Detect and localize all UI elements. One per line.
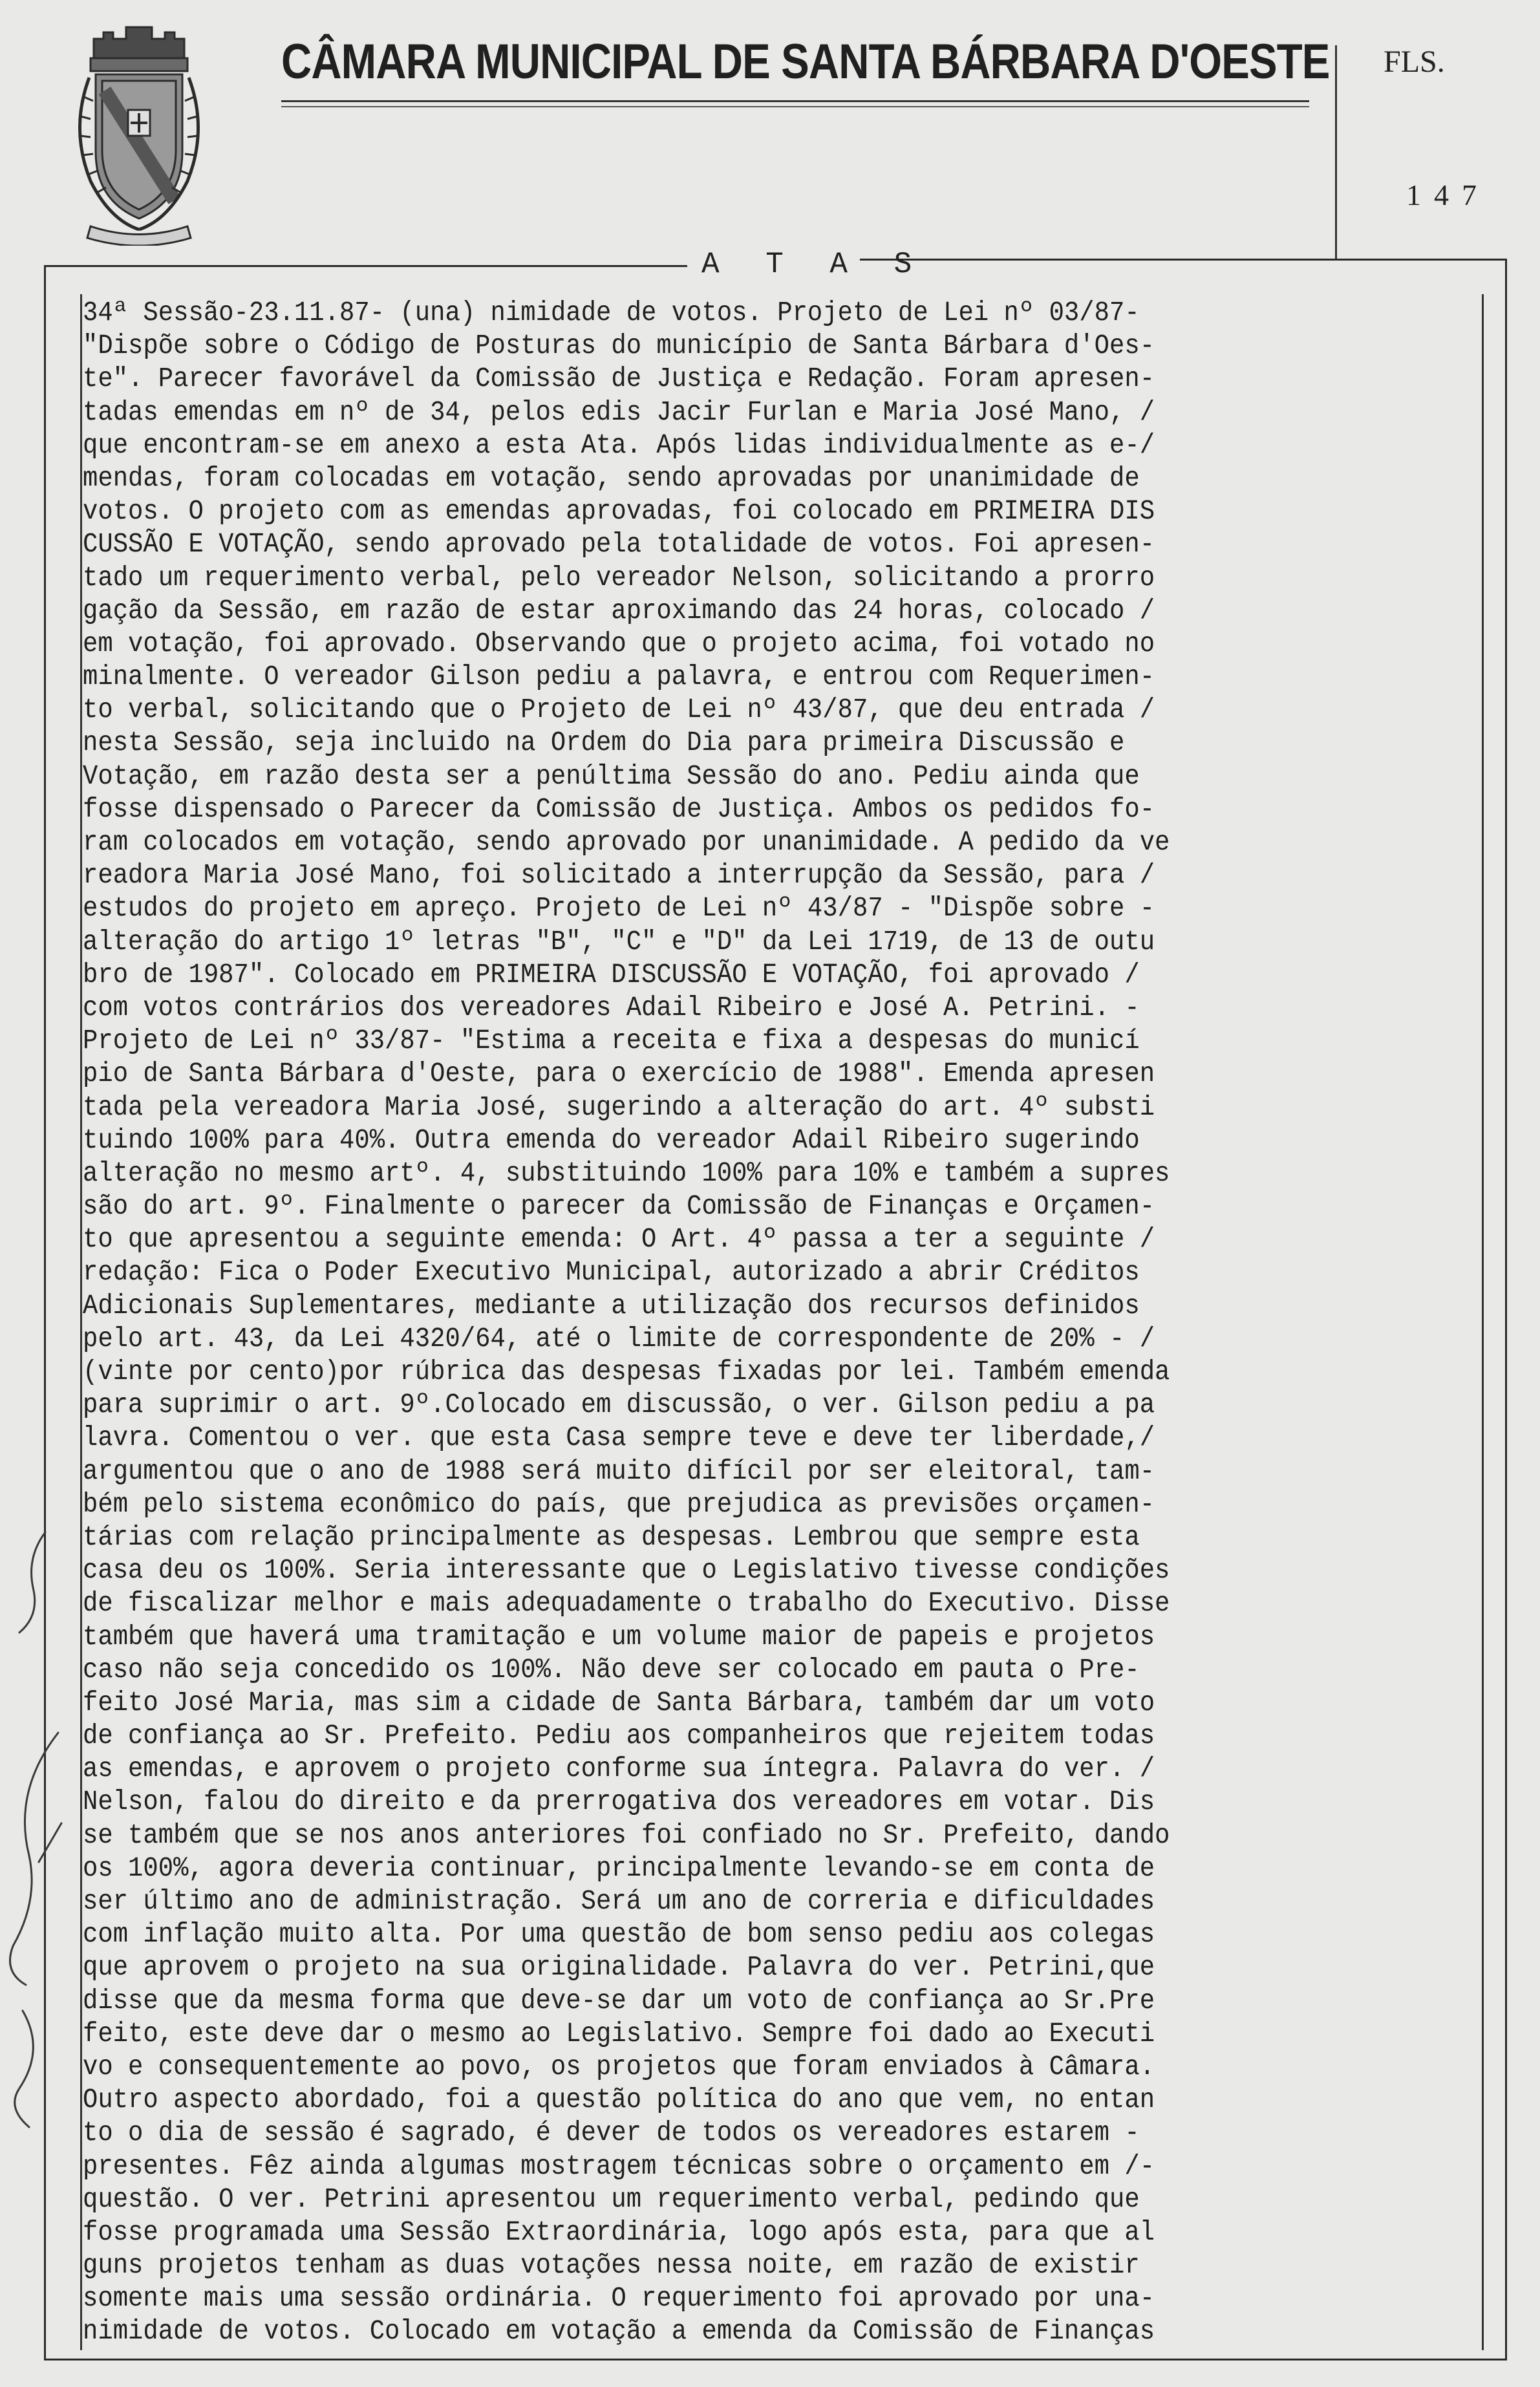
municipal-coat-of-arms [65,13,213,246]
minutes-line: os 100%, agora deveria continuar, principalmente levando-se em conta de [83,1852,1155,1884]
minutes-line: nesta Sessão, seja incluido na Ordem do Dia para primeira Discussão e [83,727,1125,759]
minutes-line: Adicionais Suplementares, mediante a utilização dos recursos definidos [83,1289,1140,1322]
margin-signature [0,1519,71,2166]
title-underline [281,100,1309,102]
folio-label: FLS. [1384,45,1445,79]
minutes-line: alteração do artigo 1º letras "B", "C" e "D" da Lei 1719, de 13 de outu [83,925,1155,958]
minutes-line: disse que da mesma forma que deve-se dar um voto de confiança ao Sr.Pre [83,1984,1155,2017]
minutes-line: lavra. Comentou o ver. que esta Casa sempre teve e deve ter liberdade,/ [83,1422,1155,1454]
minutes-line: ser último ano de administração. Será um ano de correria e dificuldades [83,1885,1155,1917]
minutes-line: são do art. 9º. Finalmente o parecer da Comissão de Finanças e Orçamen- [83,1190,1155,1223]
minutes-line: to o dia de sessão é sagrado, é dever de todos os vereadores estarem - [83,2117,1140,2149]
minutes-line: bro de 1987". Colocado em PRIMEIRA DISCUSSÃO E VOTAÇÃO, foi aprovado / [83,958,1140,990]
title-underline-secondary [281,106,1309,107]
minutes-line: 34ª Sessão-23.11.87- (una) nimidade de votos. Projeto de Lei nº 03/87- [83,297,1140,328]
minutes-line: de confiança ao Sr. Prefeito. Pediu aos companheiros que rejeitem todas [83,1720,1155,1752]
minutes-line: Outro aspecto abordado, foi a questão política do ano que vem, no entan [83,2084,1155,2116]
minutes-line: readora Maria José Mano, foi solicitado a interrupção da Sessão, para / [83,859,1155,892]
minutes-line: ram colocados em votação, sendo aprovado por unanimidade. A pedido da ve [83,826,1170,858]
minutes-line: estudos do projeto em apreço. Projeto de Lei nº 43/87 - "Dispõe sobre - [83,892,1155,925]
minutes-line: tada pela vereadora Maria José, sugerindo a alteração do art. 4º substi [83,1091,1155,1123]
chamber-title: CÂMARA MUNICIPAL DE SANTA BÁRBARA D'OESTE [281,34,1330,89]
minutes-line: gação da Sessão, em razão de estar aproximando das 24 horas, colocado / [83,594,1155,626]
minutes-line: CUSSÃO E VOTAÇÃO, sendo aprovado pela totalidade de votos. Foi apresen- [83,528,1155,561]
frame-bottom-rule [44,2359,1507,2360]
minutes-line: guns projetos tenham as duas votações nessa noite, em razão de existir [83,2249,1140,2282]
folio-number: 147 [1406,178,1490,211]
minutes-line: também que haverá uma tramitação e um volume maior de papeis e projetos [83,1620,1155,1653]
minutes-line: Projeto de Lei nº 33/87- "Estima a receita e fixa a despesas do municí [83,1025,1140,1057]
minutes-line: tuindo 100% para 40%. Outra emenda do vereador Adail Ribeiro sugerindo [83,1124,1140,1156]
minutes-line: redação: Fica o Poder Executivo Municipal, autorizado a abrir Créditos [83,1256,1140,1289]
minutes-line: nimidade de votos. Colocado em votação a emenda da Comissão de Finanças [83,2315,1155,2348]
minutes-line: de fiscalizar melhor e mais adequadamente o trabalho do Executivo. Disse [83,1587,1170,1620]
minutes-line: feito, este deve dar o mesmo ao Legislativo. Sempre foi dado ao Executi [83,2017,1155,2050]
minutes-line: se também que se nos anos anteriores foi confiado no Sr. Prefeito, dando [83,1819,1170,1851]
minutes-line: (vinte por cento)por rúbrica das despesas fixadas por lei. Também emenda [83,1356,1170,1387]
minutes-line: to que apresentou a seguinte emenda: O Art. 4º passa a ter a seguinte / [83,1223,1155,1256]
section-label: A T A S [701,248,926,281]
minutes-line: feito José Maria, mas sim a cidade de Santa Bárbara, também dar um voto [83,1686,1155,1718]
minutes-line: as emendas, e aprovem o projeto conforme sua íntegra. Palavra do ver. / [83,1753,1155,1785]
minutes-line: te". Parecer favorável da Comissão de Justiça e Redação. Foram apresen- [83,363,1155,395]
minutes-text [83,296,1486,2348]
minutes-line: para suprimir o art. 9º.Colocado em discussão, o ver. Gilson pediu a pa [83,1389,1155,1421]
minutes-line: somente mais uma sessão ordinária. O requerimento foi aprovado por una- [83,2282,1155,2315]
minutes-line: em votação, foi aprovado. Observando que o projeto acima, foi votado no [83,627,1155,659]
minutes-line: bém pelo sistema econômico do país, que prejudica as previsões orçamen- [83,1488,1155,1520]
minutes-line: pio de Santa Bárbara d'Oeste, para o exercício de 1988". Emenda apresen [83,1058,1155,1090]
minutes-line: minalmente. O vereador Gilson pediu a palavra, e entrou com Requerimen- [83,661,1155,693]
frame-right-rule [1505,259,1507,2360]
minutes-line: caso não seja concedido os 100%. Não deve ser colocado em pauta o Pre- [83,1653,1140,1686]
minutes-line: que encontram-se em anexo a esta Ata. Após lidas individualmente as e-/ [83,429,1155,461]
minutes-line: mendas, foram colocadas em votação, sendo aprovadas por unanimidade de [83,462,1140,494]
minutes-line: to verbal, solicitando que o Projeto de Lei nº 43/87, que deu entrada / [83,694,1155,726]
header-divider [1335,45,1337,259]
minutes-line: tado um requerimento verbal, pelo vereador Nelson, solicitando a prorro [83,561,1155,594]
minutes-line: Nelson, falou do direito e da prerrogativa dos vereadores em votar. Dis [83,1786,1155,1818]
minutes-line: pelo art. 43, da Lei 4320/64, até o limite de correspondente de 20% - / [83,1322,1155,1354]
minutes-line: Votação, em razão desta ser a penúltima Sessão do ano. Pediu ainda que [83,760,1140,792]
minutes-line: alteração no mesmo artº. 4, substituindo 100% para 10% e também a supres [83,1157,1170,1189]
text-margin-left-rule [80,294,82,2350]
minutes-line: "Dispõe sobre o Código de Posturas do município de Santa Bárbara d'Oes- [83,330,1155,362]
minutes-line: com inflação muito alta. Por uma questão de bom senso pediu aos colegas [83,1918,1155,1951]
minutes-line: fosse programada uma Sessão Extraordinária, logo após esta, para que al [83,2216,1155,2248]
minutes-line: presentes. Fêz ainda algumas mostragem técnicas sobre o orçamento em /- [83,2150,1155,2182]
minutes-line: com votos contrários dos vereadores Adail Ribeiro e José A. Petrini. - [83,991,1140,1023]
minutes-line: argumentou que o ano de 1988 será muito difícil por ser eleitoral, tam- [83,1455,1155,1487]
minutes-line: tárias com relação principalmente as despesas. Lembrou que sempre esta [83,1521,1140,1553]
minutes-line: que aprovem o projeto na sua originalidade. Palavra do ver. Petrini,que [83,1951,1155,1984]
minutes-line: votos. O projeto com as emendas aprovadas, foi colocado em PRIMEIRA DIS [83,495,1155,528]
minutes-line: vo e consequentemente ao povo, os projetos que foram enviados à Câmara. [83,2050,1155,2082]
minutes-line: tadas emendas em nº de 34, pelos edis Jacir Furlan e Maria José Mano, / [83,396,1155,428]
minutes-line: fosse dispensado o Parecer da Comissão de Justiça. Ambos os pedidos fo- [83,793,1155,825]
frame-top-left-rule [44,265,687,267]
frame-top-right-rule [860,259,1506,261]
minutes-line: questão. O ver. Petrini apresentou um requerimento verbal, pedindo que [83,2183,1140,2215]
minutes-line: casa deu os 100%. Seria interessante que o Legislativo tivesse condições [83,1554,1170,1587]
